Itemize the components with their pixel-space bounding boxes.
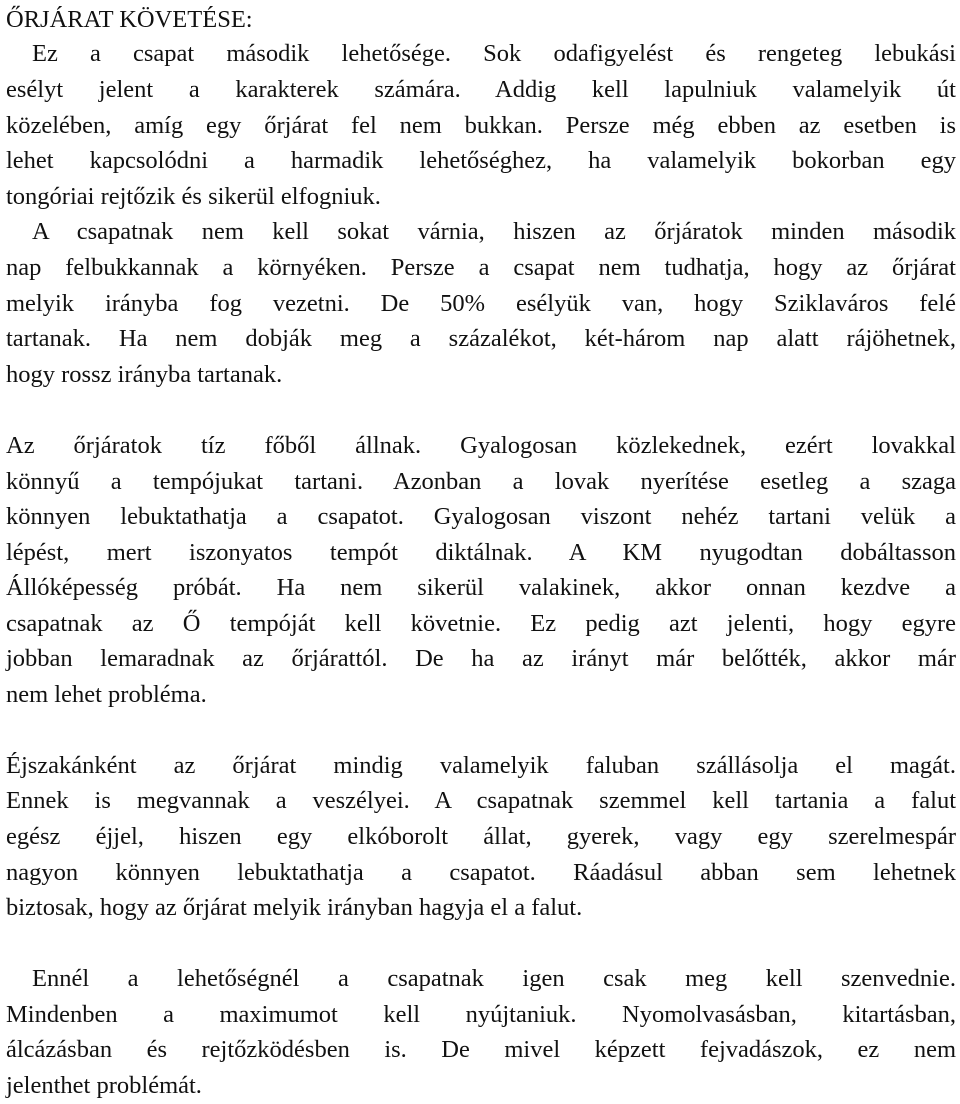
paragraph-line: Ennél a lehetőségnél a csapatnak igen csak meg kell szenvednie. <box>32 965 956 992</box>
paragraph-line: lépést, mert iszonyatos tempót diktálnak. A KM nyugodtan dobáltasson <box>6 539 956 566</box>
paragraph-line: jelenthet problémát. <box>6 1072 202 1099</box>
paragraph-line: nagyon könnyen lebuktathatja a csapatot. Ráadásul abban sem lehetnek <box>6 859 956 886</box>
paragraph-line: tongóriai rejtőzik és sikerül elfogniuk. <box>6 183 381 210</box>
paragraph-line: könnyen lebuktathatja a csapatot. Gyalogosan viszont nehéz tartani velük a <box>6 503 956 530</box>
paragraph-line: Az őrjáratok tíz főből állnak. Gyalogosan közlekednek, ezért lovakkal <box>6 432 956 459</box>
paragraph-line: melyik irányba fog vezetni. De 50% esélyük van, hogy Sziklaváros felé <box>6 290 956 317</box>
paragraph-line: egész éjjel, hiszen egy elkóborolt állat, gyerek, vagy egy szerelmespár <box>6 823 956 850</box>
paragraph-line: esélyt jelent a karakterek számára. Addig kell lapulniuk valamelyik út <box>6 76 956 103</box>
section-heading: ŐRJÁRAT KÖVETÉSE: <box>6 6 253 33</box>
paragraph-line: jobban lemaradnak az őrjárattól. De ha az irányt már belőtték, akkor már <box>6 645 956 672</box>
paragraph-line: tartanak. Ha nem dobják meg a százalékot, két-három nap alatt rájöhetnek, <box>6 325 956 352</box>
paragraph-line: Mindenben a maximumot kell nyújtaniuk. Nyomolvasásban, kitartásban, <box>6 1001 956 1028</box>
paragraph-line: Állóképesség próbát. Ha nem sikerül valakinek, akkor onnan kezdve a <box>6 574 956 601</box>
paragraph-line: hogy rossz irányba tartanak. <box>6 361 283 388</box>
paragraph-line: lehet kapcsolódni a harmadik lehetőséghez, ha valamelyik bokorban egy <box>6 147 956 174</box>
paragraph-line: könnyű a tempójukat tartani. Azonban a lovak nyerítése esetleg a szaga <box>6 468 956 495</box>
paragraph-line: nap felbukkannak a környéken. Persze a csapat nem tudhatja, hogy az őrjárat <box>6 254 956 281</box>
paragraph-line: Ennek is megvannak a veszélyei. A csapatnak szemmel kell tartania a falut <box>6 787 956 814</box>
paragraph-line: nem lehet probléma. <box>6 681 207 708</box>
paragraph-line: Éjszakánként az őrjárat mindig valamelyik faluban szállásolja el magát. <box>6 752 956 779</box>
paragraph-line: A csapatnak nem kell sokat várnia, hiszen az őrjáratok minden második <box>32 218 956 245</box>
paragraph-line: csapatnak az Ő tempóját kell követnie. Ez pedig azt jelenti, hogy egyre <box>6 610 956 637</box>
paragraph-line: Ez a csapat második lehetősége. Sok odafigyelést és rengeteg lebukási <box>32 40 956 67</box>
paragraph-line: biztosak, hogy az őrjárat melyik irányban hagyja el a falut. <box>6 894 583 921</box>
paragraph-line: álcázásban és rejtőzködésben is. De mivel képzett fejvadászok, ez nem <box>6 1036 956 1063</box>
paragraph-line: közelében, amíg egy őrjárat fel nem bukkan. Persze még ebben az esetben is <box>6 112 956 139</box>
